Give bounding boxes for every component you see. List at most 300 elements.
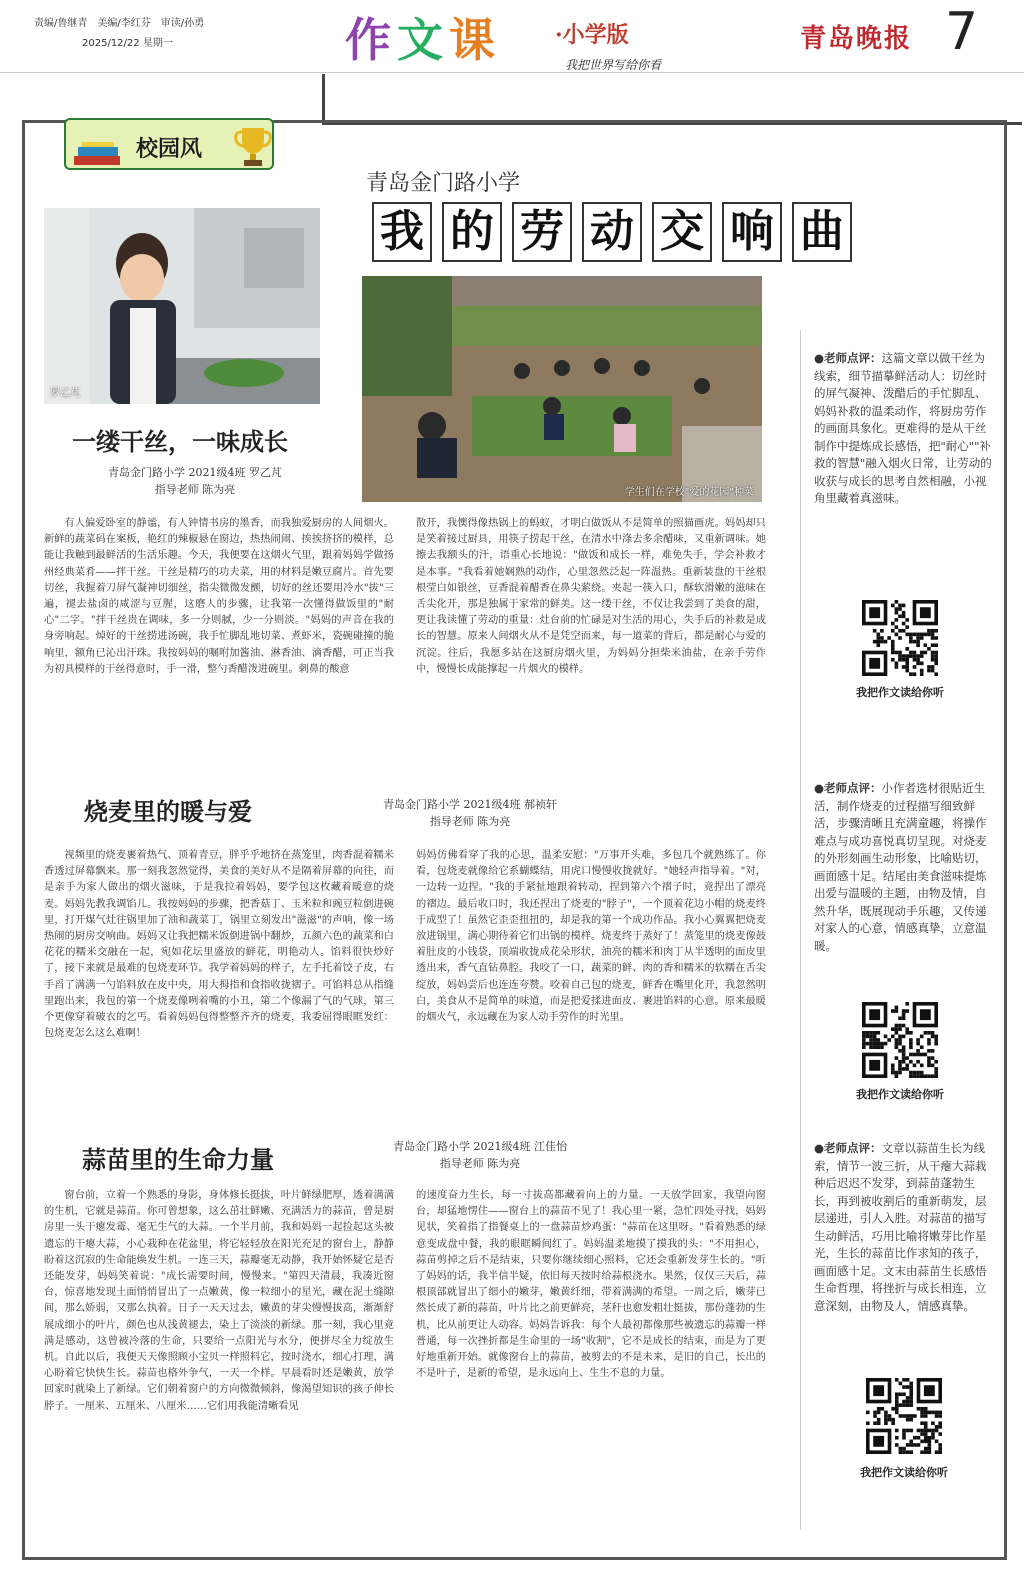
- qr-module: [898, 1067, 902, 1071]
- qr-module: [920, 1053, 924, 1057]
- qr-module: [934, 1038, 938, 1042]
- qr-module: [905, 1067, 909, 1071]
- qr-module: [891, 1035, 895, 1039]
- qr-module: [895, 1443, 899, 1447]
- qr-module: [873, 1421, 877, 1425]
- qr-module: [924, 1053, 928, 1057]
- qr-module: [899, 1403, 903, 1407]
- qr-module: [924, 1436, 928, 1440]
- column-divider: [800, 330, 801, 1530]
- qr-module: [895, 607, 899, 611]
- author-line: 青岛金门路小学 2021级4班 罗乙芃: [108, 466, 282, 479]
- qr-module: [913, 1074, 917, 1078]
- qr-module: [931, 1064, 935, 1068]
- qr-module: [909, 1038, 913, 1042]
- header-divider: [0, 72, 1024, 73]
- qr-module: [920, 1432, 924, 1436]
- kitchen-photo: [44, 208, 320, 404]
- qr-module: [924, 1411, 928, 1415]
- qr-module: [884, 1421, 888, 1425]
- garden-photo-art: [362, 276, 762, 502]
- qr-module: [905, 625, 909, 629]
- qr-module: [935, 1440, 939, 1444]
- qr-module: [913, 665, 917, 669]
- qr-module: [869, 1035, 873, 1039]
- qr-module: [902, 604, 906, 608]
- qr-module: [906, 1414, 910, 1418]
- qr-module: [877, 1421, 881, 1425]
- qr-module: [920, 1035, 924, 1039]
- qr-module: [902, 665, 906, 669]
- advisor-line: 指导老师 陈为亮: [429, 815, 511, 828]
- comment-label: ●老师点评：: [814, 351, 882, 365]
- qr-module: [895, 1031, 899, 1035]
- qr-module: [895, 1400, 899, 1404]
- qr-module: [934, 1067, 938, 1071]
- qr-module: [895, 1378, 899, 1382]
- qr-module: [909, 1440, 913, 1444]
- qr-module: [920, 1421, 924, 1425]
- qr-module: [880, 1407, 884, 1411]
- qr-module: [876, 643, 880, 647]
- qr-module: [920, 1440, 924, 1444]
- qr-module: [916, 662, 920, 666]
- qr-module: [877, 1418, 881, 1422]
- qr-module: [869, 1038, 873, 1042]
- qr-module: [898, 654, 902, 658]
- qr-code-icon[interactable]: [866, 1378, 942, 1454]
- qr-module: [895, 1038, 899, 1042]
- qr-module: [899, 1382, 903, 1386]
- qr-module: [927, 1074, 931, 1078]
- qr-module: [906, 1396, 910, 1400]
- qr-module: [891, 1421, 895, 1425]
- qr-module: [899, 1450, 903, 1454]
- qr-module: [899, 1414, 903, 1418]
- qr-module: [916, 654, 920, 658]
- school-name: 青岛金门路小学: [366, 171, 521, 196]
- qr-module: [909, 1071, 913, 1075]
- qr-module: [905, 633, 909, 637]
- qr-module: [891, 1027, 895, 1031]
- qr-module: [898, 614, 902, 618]
- books-icon: [74, 142, 124, 168]
- feature-title: [372, 202, 852, 262]
- qr-module: [928, 1436, 932, 1440]
- page-number: 7: [945, 2, 979, 62]
- qr-module: [902, 1403, 906, 1407]
- advisor-line: 指导老师 陈为亮: [439, 1157, 521, 1170]
- comment-text: 小作者选材很贴近生活，制作烧麦的过程描写细致鲜活，步骤清晰且充满童趣，将操作难点与成功喜悦真切呈现。对烧麦的外形刻画生动形象，比喻贴切，画面感十足。结尾由美食滋味提炼出爱与温暖的主题，由物及情，自然升华，既展现动手乐趣，又传递对家人的心意，情感真挚，立意温暖。: [814, 781, 987, 953]
- qr-module: [880, 1042, 884, 1046]
- qr-module: [891, 629, 895, 633]
- qr-module: [876, 1038, 880, 1042]
- qr-module: [909, 1060, 913, 1064]
- photo-caption: 学生们在学校"爱的花园"种菜: [624, 487, 754, 498]
- qr-module: [927, 633, 931, 637]
- newspaper-name: 青岛晚报: [800, 24, 913, 54]
- qr-module: [902, 622, 906, 626]
- qr-module: [913, 640, 917, 644]
- qr-module: [934, 1035, 938, 1039]
- qr-module: [920, 633, 924, 637]
- qr-module: [902, 1016, 906, 1020]
- qr-module: [866, 1031, 870, 1035]
- qr-module: [909, 1382, 913, 1386]
- qr-module: [888, 1414, 892, 1418]
- qr-module: [913, 654, 917, 658]
- qr-module: [905, 1027, 909, 1031]
- qr-module: [913, 658, 917, 662]
- qr-module: [909, 636, 913, 640]
- qr-module: [880, 636, 884, 640]
- qr-module: [931, 1429, 935, 1433]
- qr-module: [873, 640, 877, 644]
- qr-module: [935, 1414, 939, 1418]
- qr-module: [931, 1436, 935, 1440]
- column-slogan: 我把世界写给你看: [565, 58, 662, 72]
- qr-module: [931, 629, 935, 633]
- qr-module: [927, 1064, 931, 1068]
- qr-module: [920, 672, 924, 676]
- qr-module: [862, 1035, 866, 1039]
- qr-module: [927, 629, 931, 633]
- qr-module: [891, 651, 895, 655]
- qr-module: [934, 672, 938, 676]
- qr-module: [916, 1042, 920, 1046]
- qr-module: [895, 1045, 899, 1049]
- qr-module: [876, 1031, 880, 1035]
- qr-label: 我把作文读给你听: [860, 1466, 948, 1479]
- qr-module: [891, 1418, 895, 1422]
- qr-module: [920, 1045, 924, 1049]
- qr-module: [934, 636, 938, 640]
- article-body: 有人偏爱卧室的静谧，有人钟情书房的墨香，而我独爱厨房的人间烟火。新鲜的蔬菜码在案板，艳红的辣椒悬在窗边，热热闹闹、挨挨挤挤的模样，总能让我触到最鲜活的生活乐趣。今天，我便要在这烟火气里，跟着妈妈学做扬州经典菜肴——拌干丝。干丝是精巧的功夫菜，用的材料是嫩豆腐片。首先要切丝，我握着刀屏气凝神切细丝，指尖微微发颤，切好的丝还要用冷水"拔"三遍，褪去盐卤的咸涩与豆腥，这磨人的步骤，让我第一次懂得做饭里的"耐心"二字。"拌干丝贵在调味，多一分则腻，少一分则淡。"妈妈的声音在我的身旁响起。焯好的干丝捞进汤碗，我手忙脚乱地切菜、煮虾米，瓷碗碰撞的脆响里，额角已沁出汗珠。我按妈妈的嘱咐加酱油、淋香油、滴香醋，可正当我为初具模样的干丝得意时，手一滑，整勺香醋泼进碗里。刺鼻的酸意: [44, 518, 394, 675]
- qr-module: [909, 651, 913, 655]
- qr-module: [895, 1392, 899, 1396]
- qr-module: [862, 1031, 866, 1035]
- qr-module: [902, 1432, 906, 1436]
- qr-module: [920, 1071, 924, 1075]
- title-char: 动: [582, 202, 642, 262]
- qr-module: [884, 1042, 888, 1046]
- qr-module: [938, 1450, 942, 1454]
- qr-label: 我把作文读给你听: [856, 686, 944, 699]
- qr-module: [934, 1060, 938, 1064]
- qr-module: [934, 658, 938, 662]
- qr-module: [873, 1045, 877, 1049]
- qr-module: [902, 1009, 906, 1013]
- qr-module: [916, 1038, 920, 1042]
- qr-module: [884, 1035, 888, 1039]
- logo-char: 课: [449, 13, 501, 67]
- qr-module: [920, 1414, 924, 1418]
- qr-module: [876, 1042, 880, 1046]
- qr-module: [873, 1042, 877, 1046]
- qr-module: [931, 665, 935, 669]
- qr-module: [934, 651, 938, 655]
- qr-module: [924, 1432, 928, 1436]
- qr-module: [924, 1440, 928, 1444]
- qr-module: [891, 604, 895, 608]
- qr-module: [902, 658, 906, 662]
- qr-module: [895, 1403, 899, 1407]
- qr-module: [891, 658, 895, 662]
- qr-module: [902, 611, 906, 615]
- qr-module: [899, 1447, 903, 1451]
- qr-module: [928, 1447, 932, 1451]
- qr-module: [905, 1064, 909, 1068]
- title-char: 劳: [512, 202, 572, 262]
- qr-module: [873, 1385, 884, 1396]
- qr-module: [902, 1056, 906, 1060]
- qr-module: [895, 1411, 899, 1415]
- qr-module: [866, 1411, 870, 1415]
- qr-module: [895, 1042, 899, 1046]
- qr-module: [913, 1064, 917, 1068]
- qr-module: [938, 1447, 942, 1451]
- qr-module: [895, 1056, 899, 1060]
- qr-module: [909, 1045, 913, 1049]
- qr-code-icon[interactable]: [862, 1002, 938, 1078]
- qr-module: [898, 1038, 902, 1042]
- qr-module: [898, 1035, 902, 1039]
- qr-module: [898, 1071, 902, 1075]
- qr-module: [887, 1038, 891, 1042]
- qr-module: [898, 1064, 902, 1068]
- qr-module: [909, 1400, 913, 1404]
- qr-module: [902, 614, 906, 618]
- qr-module: [920, 1407, 924, 1411]
- qr-module: [920, 1009, 931, 1020]
- qr-module: [902, 1392, 906, 1396]
- qr-module: [934, 1071, 938, 1075]
- qr-module: [931, 1411, 935, 1415]
- qr-module: [931, 651, 935, 655]
- qr-module: [938, 1443, 942, 1447]
- qr-module: [902, 1447, 906, 1451]
- qr-module: [866, 1035, 870, 1039]
- title-char: 的: [442, 202, 502, 262]
- qr-module: [873, 1436, 884, 1447]
- qr-module: [902, 1053, 906, 1057]
- qr-module: [920, 1064, 924, 1068]
- qr-module: [905, 658, 909, 662]
- qr-module: [895, 1074, 899, 1078]
- qr-module: [909, 672, 913, 676]
- qr-module: [887, 636, 891, 640]
- qr-module: [905, 665, 909, 669]
- qr-module: [902, 1414, 906, 1418]
- qr-module: [909, 1450, 913, 1454]
- qr-module: [931, 1421, 935, 1425]
- qr-module: [934, 1074, 938, 1078]
- qr-module: [898, 1016, 902, 1020]
- logo-char: 作: [345, 13, 397, 67]
- qr-module: [920, 654, 924, 658]
- qr-module: [920, 1429, 924, 1433]
- qr-module: [909, 654, 913, 658]
- qr-module: [924, 1385, 935, 1396]
- qr-module: [876, 1045, 880, 1049]
- qr-module: [909, 1443, 913, 1447]
- qr-module: [898, 1060, 902, 1064]
- logo-char: 文: [397, 13, 449, 67]
- qr-module: [877, 1407, 881, 1411]
- qr-module: [931, 1031, 935, 1035]
- qr-module: [931, 636, 935, 640]
- qr-module: [873, 1414, 877, 1418]
- qr-module: [891, 1407, 895, 1411]
- section-badge: [64, 118, 274, 170]
- qr-module: [931, 643, 935, 647]
- qr-module: [927, 1049, 931, 1053]
- qr-module: [917, 1407, 921, 1411]
- qr-module: [917, 1436, 921, 1440]
- qr-module: [898, 651, 902, 655]
- qr-module: [869, 1042, 873, 1046]
- qr-module: [869, 1031, 873, 1035]
- qr-module: [909, 640, 913, 644]
- qr-module: [905, 1056, 909, 1060]
- qr-module: [935, 1429, 939, 1433]
- comment-label: ●老师点评：: [814, 1141, 882, 1155]
- qr-module: [927, 1060, 931, 1064]
- qr-module: [928, 1411, 932, 1415]
- qr-module: [902, 1060, 906, 1064]
- edition-label: ·小学版: [555, 22, 629, 48]
- qr-module: [913, 1053, 917, 1057]
- article-body: 妈妈仿佛看穿了我的心思，温柔安慰："万事开头难，多包几个就熟练了。你看，包烧麦就像给它系蝴蝶结，用虎口慢慢收拢就好。"她轻声指导着。"对，一边转一边捏。"我的手紧扯地跟着转动，捏到第六个褶子时，竟捏出了漂亮的褶边。最后收口时，我还捏出了烧麦的"脖子"，一个顶着花边小帽的烧麦终于成型了！虽然它歪歪扭扭的，却是我的第一个成功作品。我小心翼翼把烧麦放进锅里，满心期待着它们出锅的模样。烧麦终于蒸好了！蒸笼里的烧麦像鼓着肚皮的小钱袋，顶端收拢成花朵形状，油亮的糯米和肉丁从半透明的面皮里透出来，香气直钻鼻腔。我咬了一口，蔬菜的鲜、肉的香和糯米的软糯在舌尖绽放，妈妈尝后也连连夸赞。咬着自己包的烧麦，鲜香在嘴里化开，我忽然明白，美食从不是简单的味道，而是把爱揉进面皮、裹进馅料的心意。原来最暖的烟火气，永远藏在为家人动手劳作的时光里。: [416, 850, 766, 1024]
- article-byline: [350, 1138, 610, 1172]
- column-logo: [345, 4, 501, 70]
- qr-module: [931, 1074, 935, 1078]
- qr-module: [873, 1031, 877, 1035]
- qr-module: [891, 1071, 895, 1075]
- qr-module: [902, 629, 906, 633]
- qr-module: [909, 1053, 913, 1057]
- qr-module: [895, 611, 899, 615]
- qr-module: [905, 647, 909, 651]
- qr-module: [913, 1071, 917, 1075]
- qr-module: [902, 1049, 906, 1053]
- title-char: 曲: [792, 202, 852, 262]
- qr-module: [924, 643, 928, 647]
- qr-label: 我把作文读给你听: [856, 1088, 944, 1101]
- qr-module: [916, 640, 920, 644]
- qr-module: [920, 669, 924, 673]
- qr-module: [902, 1035, 906, 1039]
- qr-module: [905, 1031, 909, 1035]
- qr-module: [895, 633, 899, 637]
- article-title: 一缕干丝，一味成长: [72, 428, 288, 456]
- qr-module: [934, 654, 938, 658]
- qr-module: [920, 607, 931, 618]
- qr-module: [916, 1074, 920, 1078]
- qr-module: [891, 1064, 895, 1068]
- qr-module: [916, 1053, 920, 1057]
- qr-module: [909, 1042, 913, 1046]
- qr-module: [924, 633, 928, 637]
- frame-line: [322, 74, 325, 124]
- qr-module: [898, 629, 902, 633]
- qr-module: [895, 625, 899, 629]
- article-body: 窗台前，立着一个熟悉的身影，身体修长挺拔，叶片鲜绿肥厚，透着满满的生机，它就是蒜苗。你可曾想象，这么茁壮鲜嫩、充满活力的蒜苗，曾是厨房里一头干瘪发霉、毫无生气的大蒜。一个半月前，我和妈妈一起捡起这头被遗忘的干瘪大蒜，小心栽种在花盆里，将它轻轻放在阳光充足的窗台上，静静盼着这沉寂的生命能焕发生机。一连三天，蒜瓣毫无动静，我开始怀疑它是否还能发芽，妈妈笑着说："成长需要时间，慢慢来。"第四天清晨，我凑近窗台，惊喜地发现土面悄悄冒出了一点嫩黄，像一粒细小的星光，藏在泥土缝隙间，那么娇弱，又那么执着。日子一天天过去，嫩黄的芽尖慢慢拔高，渐渐舒展成细小的叶片，颜色也从浅黄褪去，染上了淡淡的新绿。那一刻，我心里竟满是感动，这曾被冷落的生命，只要给一点阳光与水分，便拼尽全力绽放生机。自此以后，我便天天像照顾小宝贝一样照料它，按时浇水，细心打理，满心盼着它快快生长。蒜苗也格外争气，一天一个样。早晨看时还是嫩黄，放学回家时就染上了新绿。它们朝着窗户的方向微微倾斜，像渴望知识的孩子伸长脖子。一厘米、五厘米、八厘米……它们用我能清晰看见: [44, 1190, 394, 1412]
- qr-module: [906, 1403, 910, 1407]
- title-char: 交: [652, 202, 712, 262]
- qr-module: [909, 1389, 913, 1393]
- qr-module: [931, 633, 935, 637]
- qr-module: [898, 1049, 902, 1053]
- qr-module: [920, 1411, 924, 1415]
- qr-module: [895, 1027, 899, 1031]
- article-byline: [340, 796, 600, 830]
- qr-module: [909, 1429, 913, 1433]
- qr-module: [924, 1414, 928, 1418]
- qr-module: [917, 1429, 921, 1433]
- title-char: 我: [372, 202, 432, 262]
- qr-module: [913, 633, 917, 637]
- qr-module: [906, 1385, 910, 1389]
- issue-date: 2025/12/22 星期一: [82, 38, 173, 49]
- qr-module: [931, 669, 935, 673]
- qr-module: [880, 629, 884, 633]
- qr-module: [909, 1074, 913, 1078]
- qr-module: [938, 1425, 942, 1429]
- qr-module: [891, 647, 895, 651]
- qr-module: [898, 1042, 902, 1046]
- qr-module: [931, 654, 935, 658]
- qr-module: [935, 1411, 939, 1415]
- comment-text: 文章以蒜苗生长为线索，情节一波三折，从干瘪大蒜栽种后迟迟不发芽，到蒜苗蓬勃生长，再到被收割后的重新萌发，层层递进，引人入胜。对蒜苗的描写生动鲜活，巧用比喻将嫩芽比作星光，生长的蒜苗比作求知的孩子，画面感十足。文末由蒜苗生长感悟生命哲理，将挫折与成长相连，立意深刻，由物及人，情感真挚。: [814, 1141, 987, 1313]
- advisor-line: 指导老师 陈为亮: [154, 483, 236, 496]
- qr-module: [916, 1071, 920, 1075]
- qr-module: [935, 1450, 939, 1454]
- qr-module: [888, 1418, 892, 1422]
- qr-module: [920, 1074, 924, 1078]
- qr-module: [906, 1400, 910, 1404]
- qr-module: [913, 1443, 917, 1447]
- author-line: 青岛金门路小学 2021级4班 郝祯轩: [383, 798, 557, 811]
- author-line: 青岛金门路小学 2021级4班 江佳怡: [393, 1140, 567, 1153]
- qr-module: [895, 618, 899, 622]
- qr-module: [920, 636, 924, 640]
- qr-module: [869, 1045, 873, 1049]
- qr-module: [934, 662, 938, 666]
- article-body: 视频里的烧麦裹着热气、顶着青豆，胖乎乎地挤在蒸笼里，肉香混着糯米香透过屏幕飘来。那一刻我忽然觉得，美食的美好从不是隔着屏幕的向往，而是亲手为家人做出的烟火滋味，于是我拉着妈妈，要学包这枚藏着暖意的烧麦。妈妈先教我调馅儿。我按妈妈的步骤，把香菇丁、玉米粒和豌豆粒倒进碗里，打开煤气灶往锅里加了油和蔬菜丁，锅里立刻发出"滋滋"的声响，像一场热闹的厨房交响曲。妈妈又让我把糯米饭倒进锅中翻炒，五颜六色的蔬菜和白花花的糯米交融在一起，宛如花坛里盛放的鲜花，明艳动人。馅料很快炒好了，接下来就是最难的包烧麦环节。我学着妈妈的样子，左手托着饺子皮，右手舀了满满一勺馅料放在皮中央，用大拇指和食指收拢褶子。可馅料总从指缝里跑出来，我包的第一个烧麦像咧着嘴的小丑，第二个像漏了气的气球，第三个更像穿着破衣的乞丐。看着妈妈包得整整齐齐的烧麦，我委屈得眼眶发红：包烧麦怎么这么难啊！: [44, 850, 394, 1040]
- teacher-comment: [814, 780, 994, 975]
- trophy-icon: [234, 124, 272, 168]
- qr-module: [906, 1429, 910, 1433]
- section-label: 校园风: [136, 137, 203, 162]
- qr-module: [891, 640, 895, 644]
- qr-module: [891, 1067, 895, 1071]
- qr-module: [880, 640, 884, 644]
- qr-module: [924, 1031, 928, 1035]
- qr-module: [909, 1418, 913, 1422]
- qr-module: [909, 1414, 913, 1418]
- qr-module: [938, 1414, 942, 1418]
- qr-module: [902, 1378, 906, 1382]
- qr-module: [862, 1042, 866, 1046]
- qr-module: [898, 1024, 902, 1028]
- qr-module: [924, 1425, 928, 1429]
- qr-module: [917, 1443, 921, 1447]
- qr-code-icon[interactable]: [862, 600, 938, 676]
- garden-photo: [362, 276, 762, 502]
- qr-module: [905, 669, 909, 673]
- qr-module: [938, 1432, 942, 1436]
